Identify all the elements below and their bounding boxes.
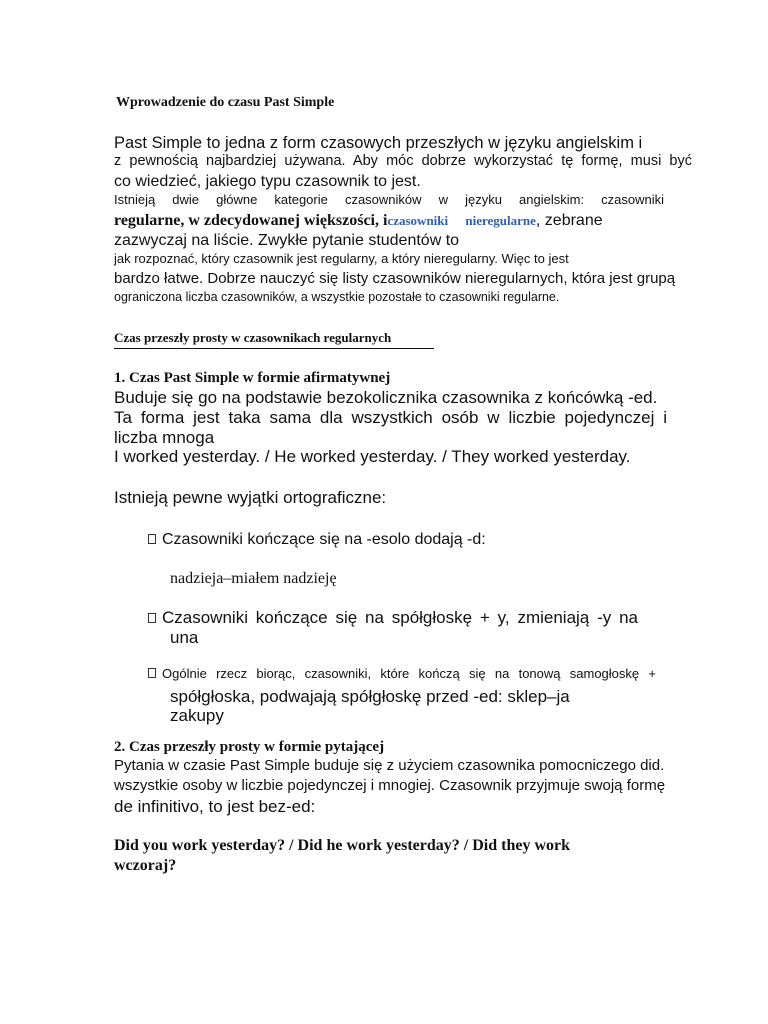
intro-line-8: bardzo łatwe. Dobrze nauczyć się listy czasowników nieregularnych, która jest grupą — [114, 270, 676, 287]
bullet-item-1 — [148, 531, 486, 549]
bullet-3-line-2: spółgłoska, podwajają spółgłoskę przed -ed: sklep–ja — [170, 687, 570, 706]
bullet-box-icon — [148, 668, 156, 678]
section-heading-underline — [114, 348, 434, 349]
sub2-line-2: wszystkie osoby w liczbie pojedynczej i mnogiej. Czasownik przyjmuje swoją formę — [114, 777, 666, 794]
document-title: Wprowadzenie do czasu Past Simple — [116, 95, 335, 110]
bullet-item-2 — [148, 608, 638, 628]
irregular-verbs-link-text: czasowniki nieregularne — [387, 213, 536, 228]
exceptions-intro: Istnieją pewne wyjątki ortograficzne: — [114, 488, 387, 507]
sub2-line-1: Pytania w czasie Past Simple buduje się z użyciem czasownika pomocniczego did. — [114, 757, 665, 774]
bullet-box-icon — [148, 534, 156, 544]
sub1-line-2: Ta forma jest taka sama dla wszystkich osób w liczbie pojedynczej i — [114, 408, 667, 427]
intro-line-9: ograniczona liczba czasowników, a wszystkie pozostałe to czasowniki regularne. — [114, 290, 560, 304]
sub1-line-4: I worked yesterday. / He worked yesterday. / They worked yesterday. — [114, 447, 631, 466]
bullet-3-line-3: zakupy — [170, 706, 224, 725]
intro-line-6: zazwyczaj na liście. Zwykłe pytanie studentów to — [114, 232, 460, 249]
subsection-1-heading: 1. Czas Past Simple w formie afirmatywnej — [114, 370, 391, 386]
bullet-2-line-2: una — [170, 628, 199, 647]
intro-line-7: jak rozpoznać, który czasownik jest regularny, a który nieregularny. Więc to jest — [114, 251, 569, 266]
bullet-box-icon — [148, 613, 156, 623]
regular-verbs-text: regularne, w zdecydowanej większości, i — [114, 212, 388, 229]
bullet-2-text: Czasowniki kończące się na spółgłoskę + y, zmieniają -y na — [162, 608, 638, 627]
question-example-line-1: Did you work yesterday? / Did he work yesterday? / Did they work — [114, 837, 570, 854]
intro-line-4: Istnieją dwie główne kategorie czasowników w języku angielskim: czasowniki — [114, 192, 664, 207]
intro-line-5-tail: , zebrane — [535, 212, 603, 229]
bullet-1-example: nadzieja–miałem nadzieję — [170, 570, 337, 587]
bullet-1-text: Czasowniki kończące się na -esolo dodają -d: — [162, 531, 486, 548]
sub1-line-1: Buduje się go na podstawie bezokolicznika czasownika z końcówką -ed. — [114, 388, 658, 407]
sub1-line-3: liczba mnoga — [114, 428, 215, 447]
subsection-2-heading: 2. Czas przeszły prosty w formie pytającej — [114, 739, 385, 755]
section-heading: Czas przeszły prosty w czasownikach regularnych — [114, 330, 392, 345]
sub2-line-3: de infinitivo, to jest bez-ed: — [114, 797, 316, 816]
bullet-item-3 — [148, 666, 656, 681]
intro-line-1: Past Simple to jedna z form czasowych przeszłych w języku angielskim i — [114, 134, 643, 152]
question-example-line-2: wczoraj? — [114, 857, 177, 874]
intro-line-3: co wiedzieć, jakiego typu czasownik to jest. — [114, 173, 421, 190]
intro-line-5 — [114, 212, 603, 230]
intro-line-2: z pewnością najbardziej używana. Aby móc dobrze wykorzystać tę formę, musi być — [114, 153, 692, 169]
bullet-3-text: Ogólnie rzecz biorąc, czasowniki, które kończą się na tonową samogłoskę + — [162, 666, 656, 681]
